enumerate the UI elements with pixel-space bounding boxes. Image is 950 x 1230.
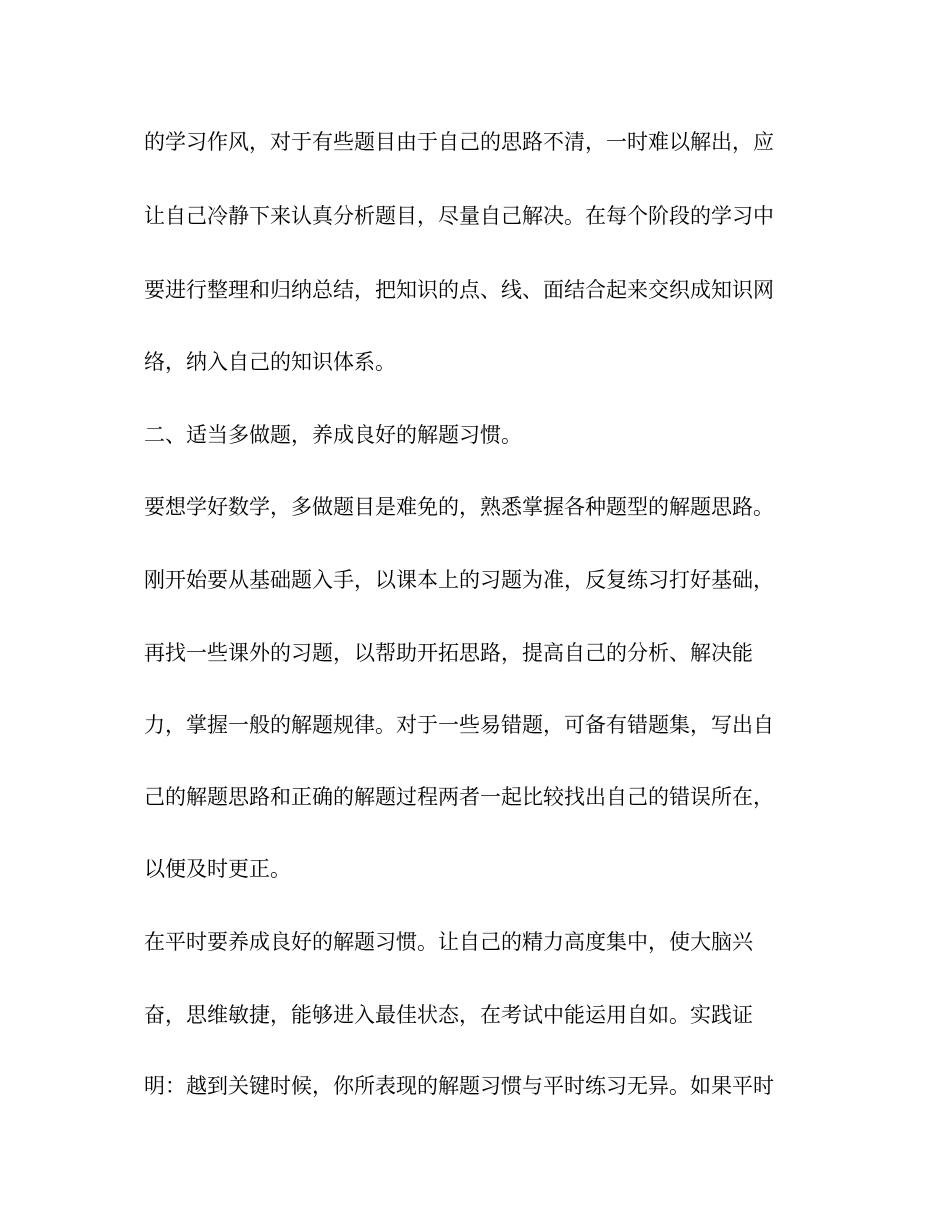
text-line: 明：越到关键时候，你所表现的解题习惯与平时练习无异。如果平时	[144, 1074, 774, 1098]
text-line: 力，掌握一般的解题规律。对于一些易错题，可备有错题集，写出自	[144, 713, 774, 737]
text-line: 络，纳入自己的知识体系。	[144, 350, 396, 374]
text-line: 以便及时更正。	[144, 857, 291, 881]
text-line: 奋，思维敏捷，能够进入最佳状态，在考试中能运用自如。实践证	[144, 1003, 753, 1027]
text-line: 让自己冷静下来认真分析题目，尽量自己解决。在每个阶段的学习中	[144, 204, 774, 228]
text-line: 的学习作风，对于有些题目由于自己的思路不清，一时难以解出，应	[144, 130, 774, 154]
text-line: 要想学好数学，多做题目是难免的，熟悉掌握各种题型的解题思路。	[144, 495, 774, 519]
section-heading: 二、适当多做题，养成良好的解题习惯。	[144, 423, 522, 447]
text-line: 刚开始要从基础题入手，以课本上的习题为准，反复练习打好基础，	[144, 568, 774, 592]
text-line: 再找一些课外的习题，以帮助开拓思路，提高自己的分析、解决能	[144, 641, 753, 665]
text-line: 己的解题思路和正确的解题过程两者一起比较找出自己的错误所在，	[144, 785, 774, 809]
text-line: 要进行整理和归纳总结，把知识的点、线、面结合起来交织成知识网	[144, 278, 774, 302]
text-line: 在平时要养成良好的解题习惯。让自己的精力高度集中，使大脑兴	[144, 930, 753, 954]
